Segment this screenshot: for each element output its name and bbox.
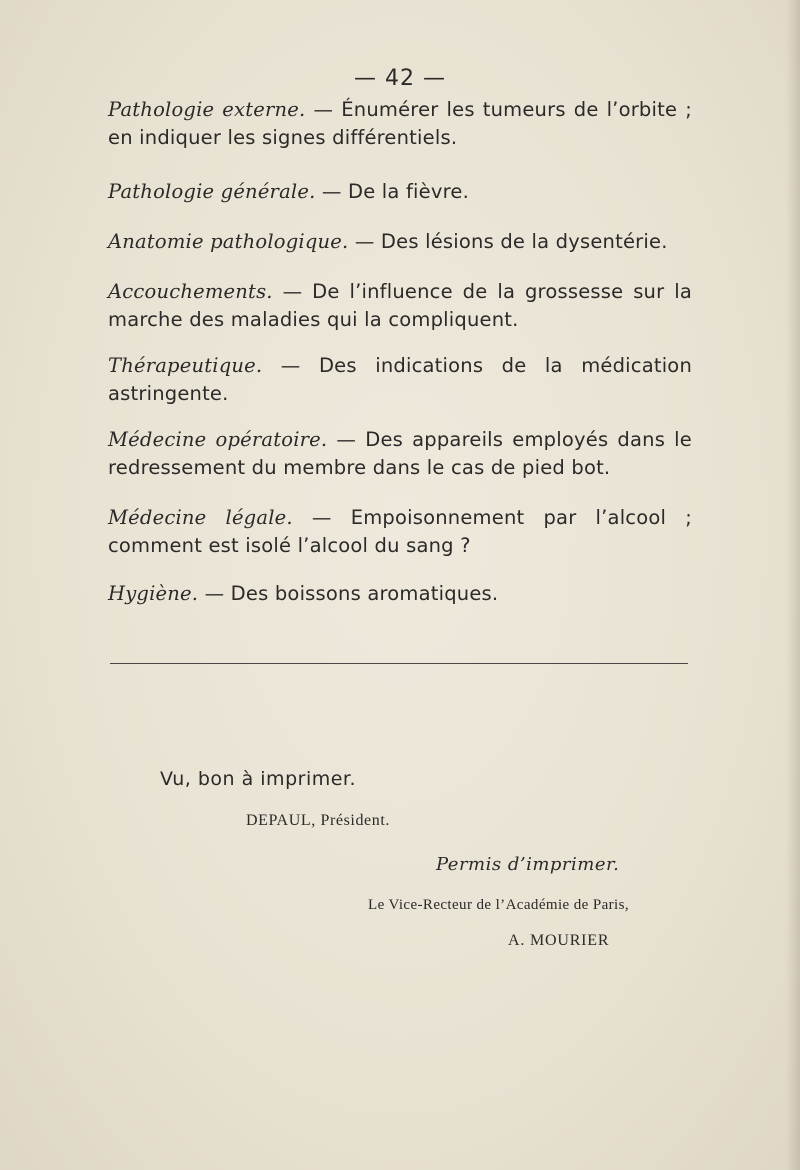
entry-text: — Empoisonnement par l’alcool ; comment est isolé l’alcool du sang ? xyxy=(108,506,692,557)
entry-medecine-operatoire xyxy=(108,426,692,482)
approval-permis: Permis d’imprimer. xyxy=(436,854,620,875)
approval-recteur-name: A. MOURIER xyxy=(508,932,610,949)
entry-subject: Anatomie pathologique. xyxy=(108,230,349,253)
approval-vu: Vu, bon à imprimer. xyxy=(160,768,357,790)
entry-text: — De la fièvre. xyxy=(315,180,469,203)
entry-text: — Des boissons aromatiques. xyxy=(198,582,499,605)
entry-subject: Pathologie générale. xyxy=(108,180,316,203)
page-edge-shadow xyxy=(786,0,800,1170)
entry-hygiene xyxy=(108,580,692,608)
entry-subject: Médecine opératoire. xyxy=(108,428,328,451)
approval-recteur: Le Vice-Recteur de l’Académie de Paris, xyxy=(368,897,629,913)
approval-president: DEPAUL, Président. xyxy=(246,812,390,829)
entry-accouchements xyxy=(108,278,692,334)
entry-subject: Médecine légale. xyxy=(108,506,293,529)
entry-subject: Hygiène. xyxy=(108,582,199,605)
entry-text: — De l’influence de la grossesse sur la marche des maladies qui la compliquent. xyxy=(108,280,692,331)
entry-therapeutique xyxy=(108,352,692,408)
entry-medecine-legale xyxy=(108,504,692,560)
entry-text: — Des appareils employés dans le redressement du membre dans le cas de pied bot. xyxy=(108,428,692,479)
entry-text: — Des lésions de la dysentérie. xyxy=(348,230,668,253)
entry-subject: Pathologie externe. xyxy=(108,98,306,121)
entry-subject: Thérapeutique. xyxy=(108,354,263,377)
entry-text: — Des indications de la médication astringente. xyxy=(108,354,692,405)
entry-pathologie-generale xyxy=(108,178,692,206)
entry-text: — Énumérer les tumeurs de l’orbite ; en indiquer les signes différentiels. xyxy=(108,98,692,149)
entry-anatomie-pathologique xyxy=(108,228,692,256)
entry-subject: Accouchements. xyxy=(108,280,273,303)
section-divider xyxy=(110,663,688,664)
page-number: — 42 — xyxy=(354,66,446,91)
entry-pathologie-externe xyxy=(108,96,692,152)
